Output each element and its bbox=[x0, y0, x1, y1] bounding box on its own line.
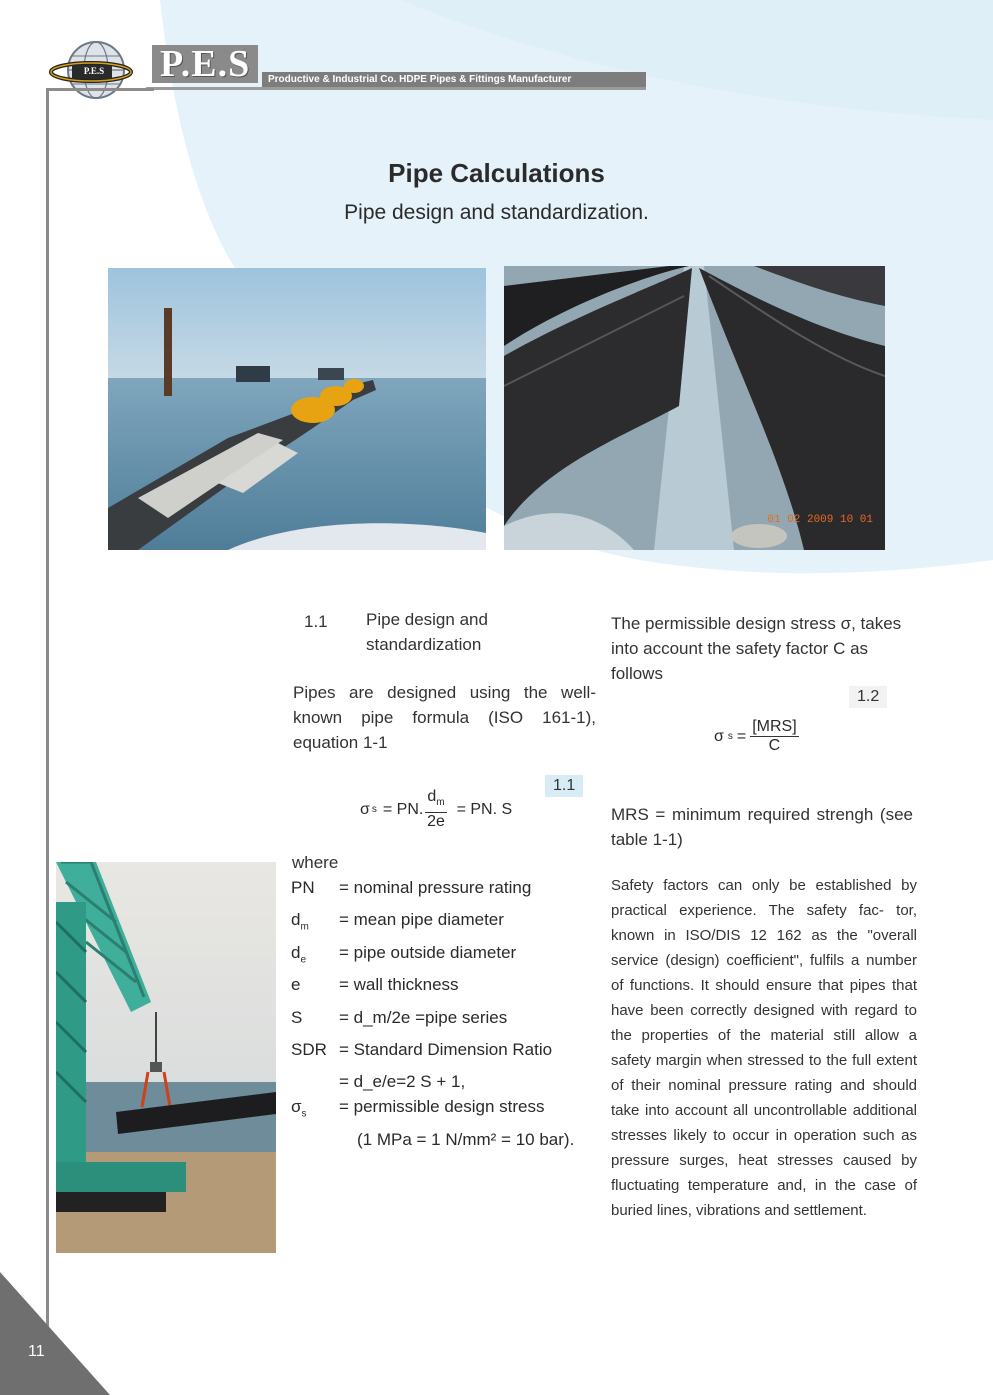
definition-row bbox=[291, 875, 601, 907]
definition-text: (1 MPa = 1 N/mm² = 10 bar). bbox=[357, 1129, 575, 1149]
definition-symbol: SDR bbox=[291, 1039, 327, 1059]
definitions-list bbox=[291, 875, 601, 1152]
definition-row bbox=[291, 972, 601, 1004]
definition-text: = d_m/2e =pipe series bbox=[339, 1007, 508, 1027]
definition-row bbox=[291, 907, 601, 939]
eq1-num-sub: m bbox=[436, 797, 445, 809]
stress-intro: The permissible design stress σ, takes into account the safety factor C as follows bbox=[611, 614, 902, 683]
definition-symbol-sub: s bbox=[301, 1108, 307, 1120]
where-label: where bbox=[292, 853, 339, 872]
photo-timestamp: 01 02 2009 10 01 bbox=[767, 514, 873, 526]
definition-symbol: S bbox=[291, 1007, 303, 1027]
page-title: Pipe Calculations bbox=[388, 158, 605, 188]
page-subtitle: Pipe design and standardization. bbox=[344, 201, 649, 224]
section-title-line1: Pipe design and bbox=[366, 610, 488, 629]
definition-text: = wall thickness bbox=[339, 975, 459, 995]
definition-row bbox=[291, 1069, 601, 1094]
definition-symbol: e bbox=[291, 975, 301, 995]
intro-paragraph: Pipes are designed using the well-known pipe formula (ISO 161-1), equation 1-1 bbox=[293, 683, 596, 752]
eq1-lhs: σ bbox=[360, 800, 370, 818]
section-title-line2: standardization bbox=[366, 635, 482, 654]
eq1-part2: = PN. S bbox=[456, 800, 513, 818]
eq1-lhs-sub: s bbox=[371, 804, 377, 816]
header-divider bbox=[146, 87, 646, 90]
equation-1-2 bbox=[714, 718, 799, 755]
definition-symbol: d bbox=[291, 910, 301, 930]
photo-crane-lifting-pipe bbox=[56, 862, 276, 1253]
definition-row bbox=[291, 1127, 601, 1152]
definition-text: = mean pipe diameter bbox=[339, 910, 504, 930]
eq1-part1: = PN. bbox=[382, 800, 424, 818]
definition-text: = d_e/e=2 S + 1, bbox=[339, 1072, 466, 1092]
page-corner-triangle bbox=[0, 1272, 110, 1395]
definition-text: = nominal pressure rating bbox=[339, 878, 532, 897]
definition-symbol: PN bbox=[291, 878, 315, 897]
definition-symbol: d bbox=[291, 942, 301, 962]
eq2-den: C bbox=[768, 737, 781, 754]
eq1-num: d bbox=[427, 788, 437, 805]
photo-offshore-pipeline bbox=[108, 268, 486, 550]
equation-1-1 bbox=[360, 788, 512, 831]
eq2-equals: = bbox=[736, 727, 747, 745]
eq2-fraction bbox=[750, 718, 798, 755]
definition-row bbox=[291, 940, 601, 972]
header-tagline: Productive & Industrial Co. HDPE Pipes & Fittings Manufacturer bbox=[262, 72, 646, 87]
definition-text: = pipe outside diameter bbox=[339, 942, 517, 962]
definition-symbol-sub: e bbox=[300, 954, 307, 966]
equation-tag-1-2: 1.2 bbox=[849, 686, 887, 708]
definition-symbol-sub: m bbox=[300, 921, 309, 933]
logo-text: P.E.S bbox=[83, 66, 105, 76]
safety-factor-paragraph: Safety factors can only be established by practical experience. The safety fac- tor, known in ISO/DIS 12 162 as the "overall service (design) coefficient", fulfils a number of functions. It should ensure that pipes that have been correctly designed with regard to the properties of the material still allow a safety margin when stressed to the full extent of their nominal pressure rating and should take into account all uncontrollable additional stresses likely to occur in operation such as pressure surges, heat stresses caused by fluctuating temperature and, in the case of buried lines, vibrations and settlement. bbox=[611, 877, 917, 1219]
definition-text: = permissible design stress bbox=[339, 1097, 545, 1117]
definition-symbol: σ bbox=[291, 1097, 302, 1117]
definition-row bbox=[291, 1094, 601, 1126]
mrs-definition: MRS = minimum required strengh (see table 1-1) bbox=[611, 805, 913, 849]
eq1-fraction bbox=[425, 788, 446, 831]
frame-rule-top bbox=[46, 88, 154, 91]
page-number: 11 bbox=[28, 1343, 45, 1360]
definition-row bbox=[291, 1005, 601, 1037]
definition-row bbox=[291, 1037, 601, 1069]
equation-tag-1-1: 1.1 bbox=[545, 775, 583, 797]
definition-text: = Standard Dimension Ratio bbox=[339, 1039, 553, 1059]
frame-rule-left bbox=[46, 90, 49, 1395]
brand-wordmark: P.E.S bbox=[152, 45, 258, 83]
eq2-lhs: σ bbox=[714, 727, 724, 745]
eq1-den: 2e bbox=[427, 813, 445, 831]
eq2-lhs-sub: s bbox=[727, 731, 733, 742]
eq2-num: [MRS] bbox=[752, 718, 797, 735]
photo-twin-pipes bbox=[504, 266, 885, 550]
section-number: 1.1 bbox=[304, 612, 328, 631]
